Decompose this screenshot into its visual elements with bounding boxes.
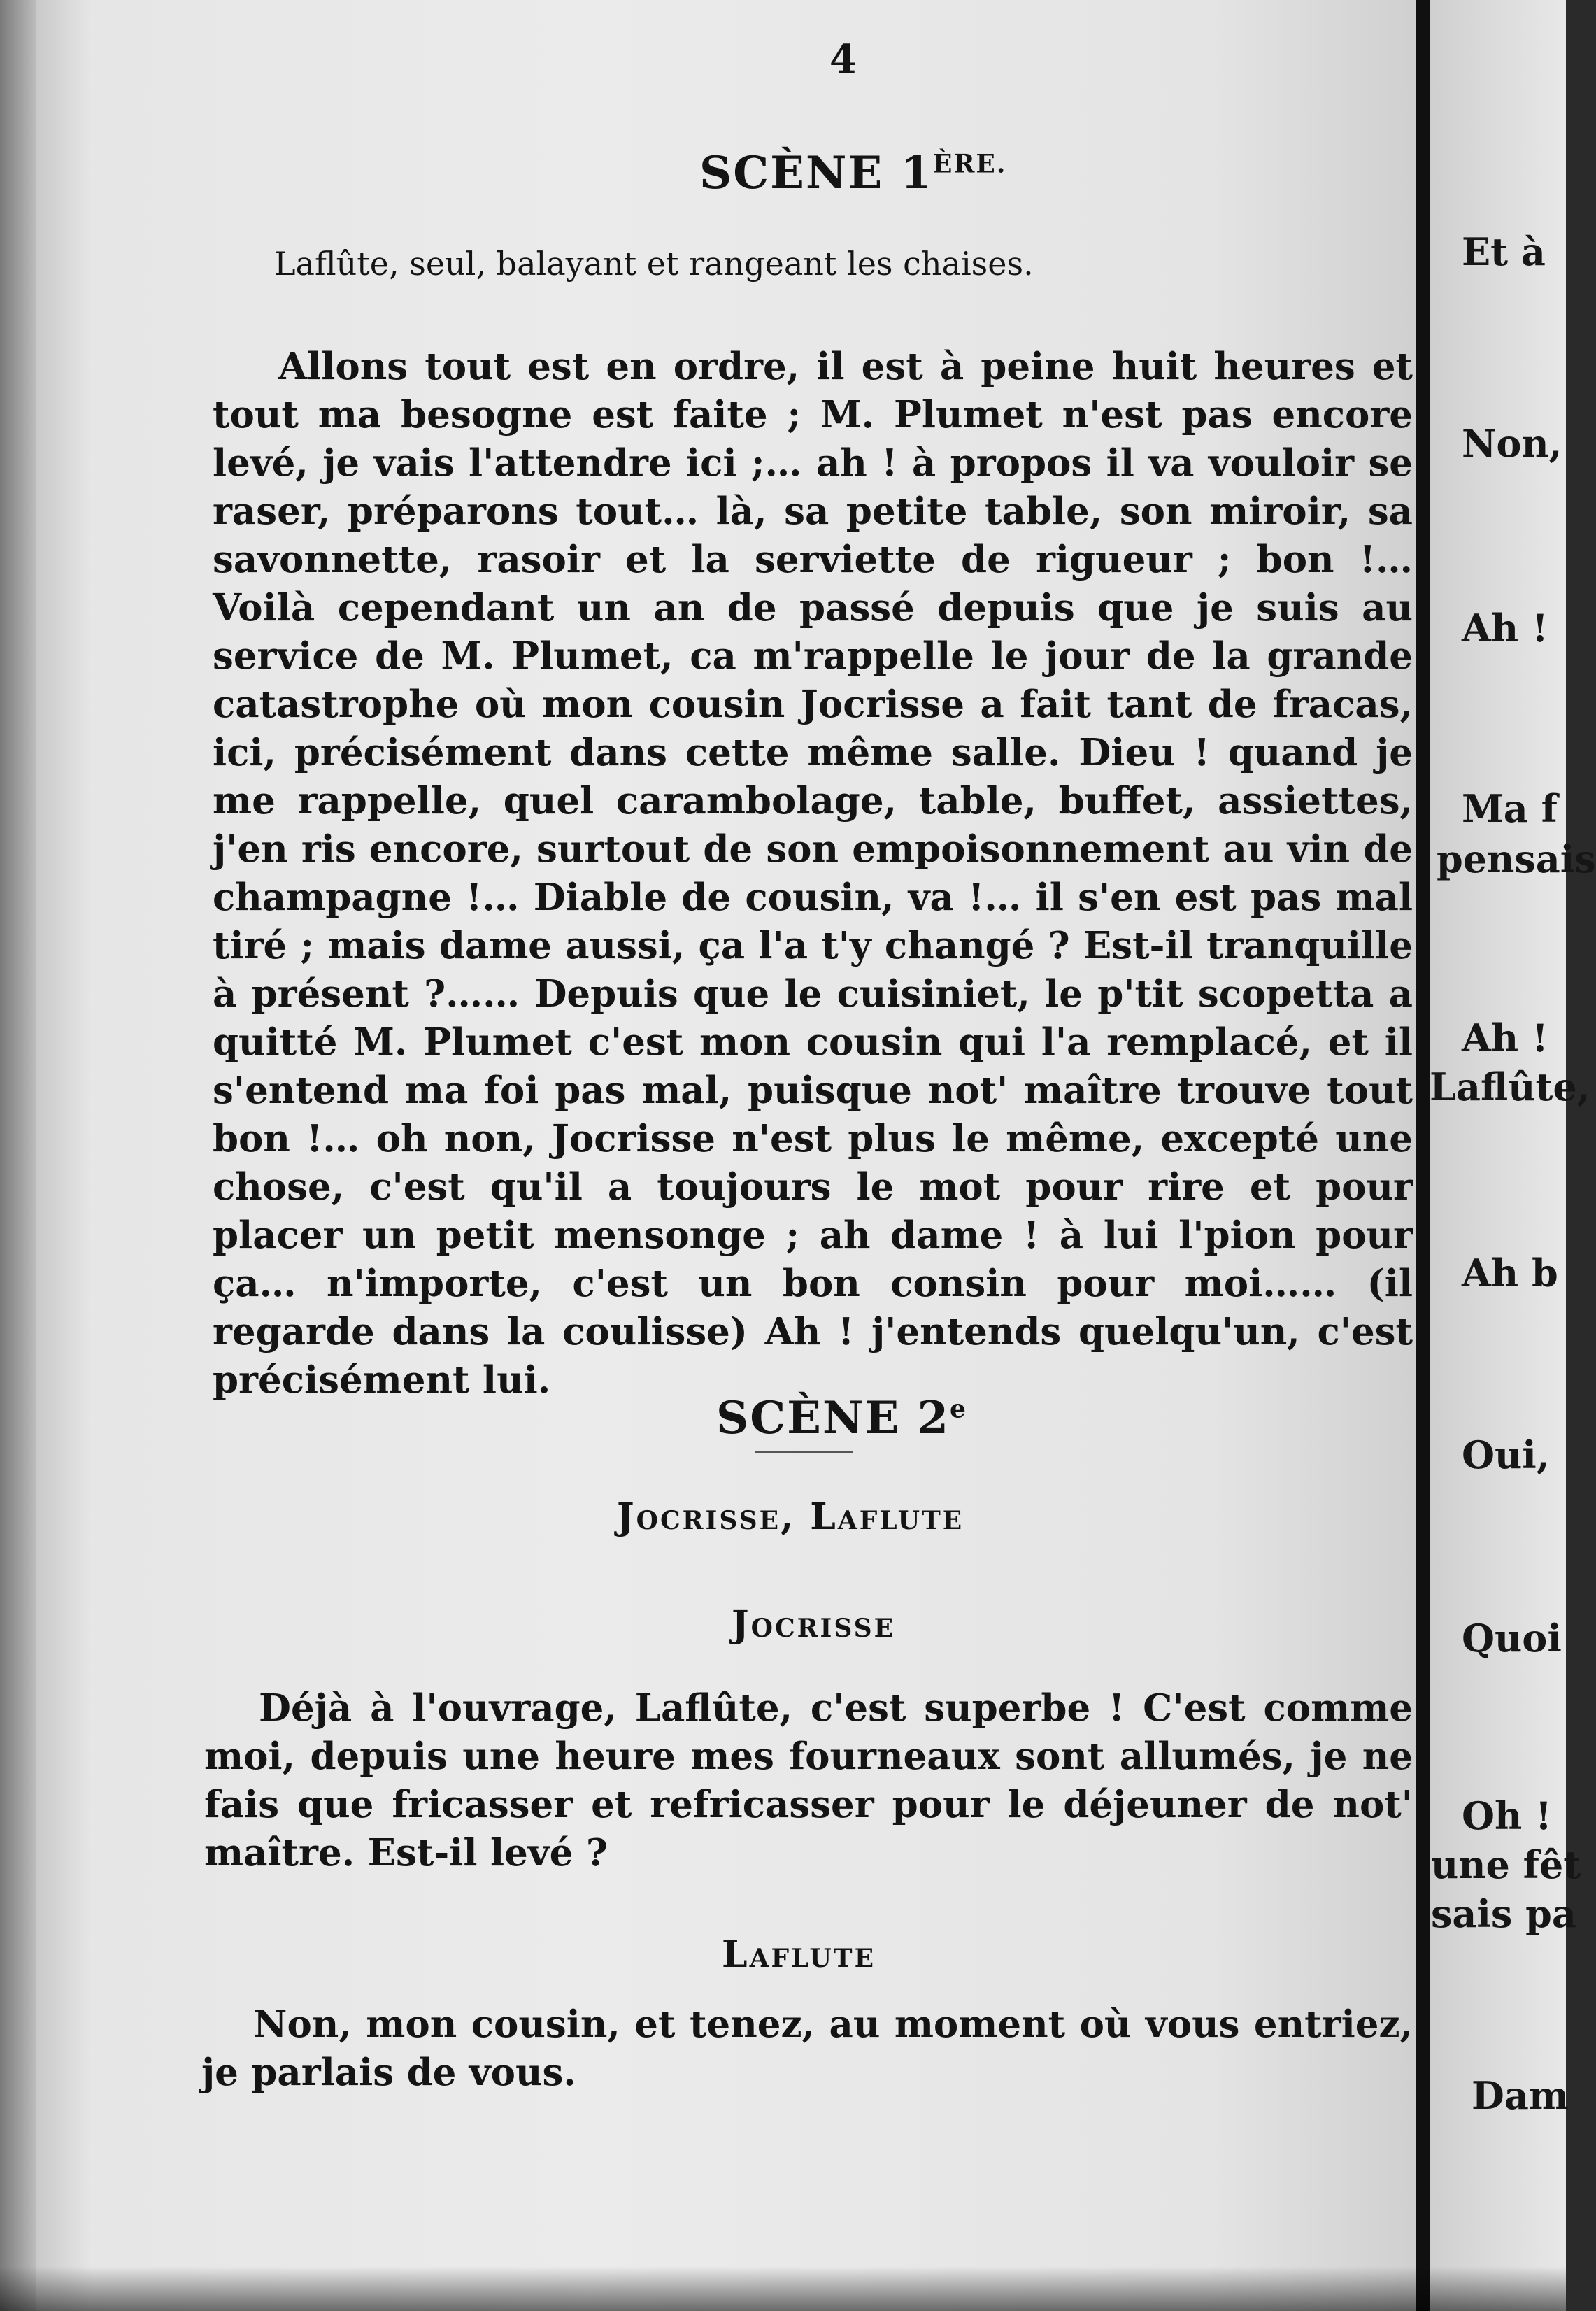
facing-line: Dam <box>1472 2073 1569 2118</box>
scene-2-heading <box>716 1392 967 1444</box>
facing-line: sais pa <box>1431 1891 1576 1936</box>
facing-line: Et à <box>1462 229 1546 274</box>
jocrisse-speech: Déjà à l'ouvrage, Laflûte, c'est superbe ! C'est comme moi, depuis une heure mes fourneaux sont allumés, je ne fais que fricasser et refricasser pour le déjeuner de not' maître. Est-il levé ? <box>204 1686 1413 1875</box>
facing-line: Ah ! <box>1462 606 1548 650</box>
scene-1-heading <box>699 147 1006 199</box>
facing-line: une fêt <box>1431 1842 1581 1887</box>
facing-line: Quoi <box>1462 1616 1562 1661</box>
speaker-jocrisse: Jocrisse <box>732 1603 896 1646</box>
scene-1-title-suffix: ÈRE. <box>933 149 1007 179</box>
scene-2-title-suffix: e <box>950 1394 967 1424</box>
facing-line: Ah ! <box>1462 1016 1548 1060</box>
laflute-monologue: Allons tout est en ordre, il est à peine huit heures et tout ma besogne est faite ; M. Plumet n'est pas encore levé, je vais l'attendre ici ;… ah ! à propos il va vouloir se raser, préparons tout… là, sa petite table, son miroir, sa savonnette, rasoir et la serviette de rigueur ; bon !… Voilà cependant un an de passé depuis que je suis au service de M. Plumet, ca m'rappelle le jour de la grande catastrophe où mon cousin Jocrisse a fait tant de fracas, ici, précisément dans cette même salle. Dieu ! quand je me rappelle, quel carambolage, table, buffet, assiettes, j'en ris encore, surtout de son empoisonnement au vin de champagne !… Diable de cousin, va !… il s'en est pas mal tiré ; mais dame aussi, ça l'a t'y changé ? Est-il tranquille à présent ?…… Depuis que le cuisiniet, le p'tit scopetta a quitté M. Plumet c'est mon cousin qui l'a remplacé, et il s'entend ma foi pas mal, puisque not' maître trouve tout bon !… oh non, Jocrisse n'est plus le même, excepté une chose, c'est qu'il a toujours le mot pour rire et pour placer un petit mensonge ; ah dame ! à lui l'pion pour ça… n'importe, c'est un bon consin pour moi…… (il regarde dans la coulisse) Ah ! j'entends quelqu'un, c'est précisément lui. <box>213 345 1413 1402</box>
facing-line: Ah b <box>1462 1251 1558 1295</box>
scene-2-title: SCÈNE 2 <box>716 1392 950 1444</box>
character-list: Jocrisse, Laflute <box>617 1495 964 1538</box>
facing-line: Ma f <box>1462 786 1558 831</box>
facing-line: Oui, <box>1462 1432 1550 1477</box>
heading-rule <box>755 1451 853 1453</box>
facing-line: Laflûte, <box>1430 1065 1590 1109</box>
speaker-laflute: Laflute <box>722 1933 876 1976</box>
facing-line: Non, <box>1462 421 1562 466</box>
scene-1-title: SCÈNE 1 <box>699 147 934 199</box>
facing-line: pensais <box>1437 837 1596 881</box>
facing-line: Oh ! <box>1462 1793 1552 1838</box>
laflute-speech: Non, mon cousin, et tenez, au moment où vous entriez, je parlais de vous. <box>201 2003 1413 2094</box>
facing-page <box>1430 0 1596 2311</box>
book-spine <box>1416 0 1430 2311</box>
page-number: 4 <box>829 36 857 83</box>
page-edge-shadow <box>0 0 36 2311</box>
stage-direction: Laflûte, seul, balayant et rangeant les chaises. <box>274 245 1034 283</box>
scan-bottom-shadow <box>0 2266 1566 2311</box>
